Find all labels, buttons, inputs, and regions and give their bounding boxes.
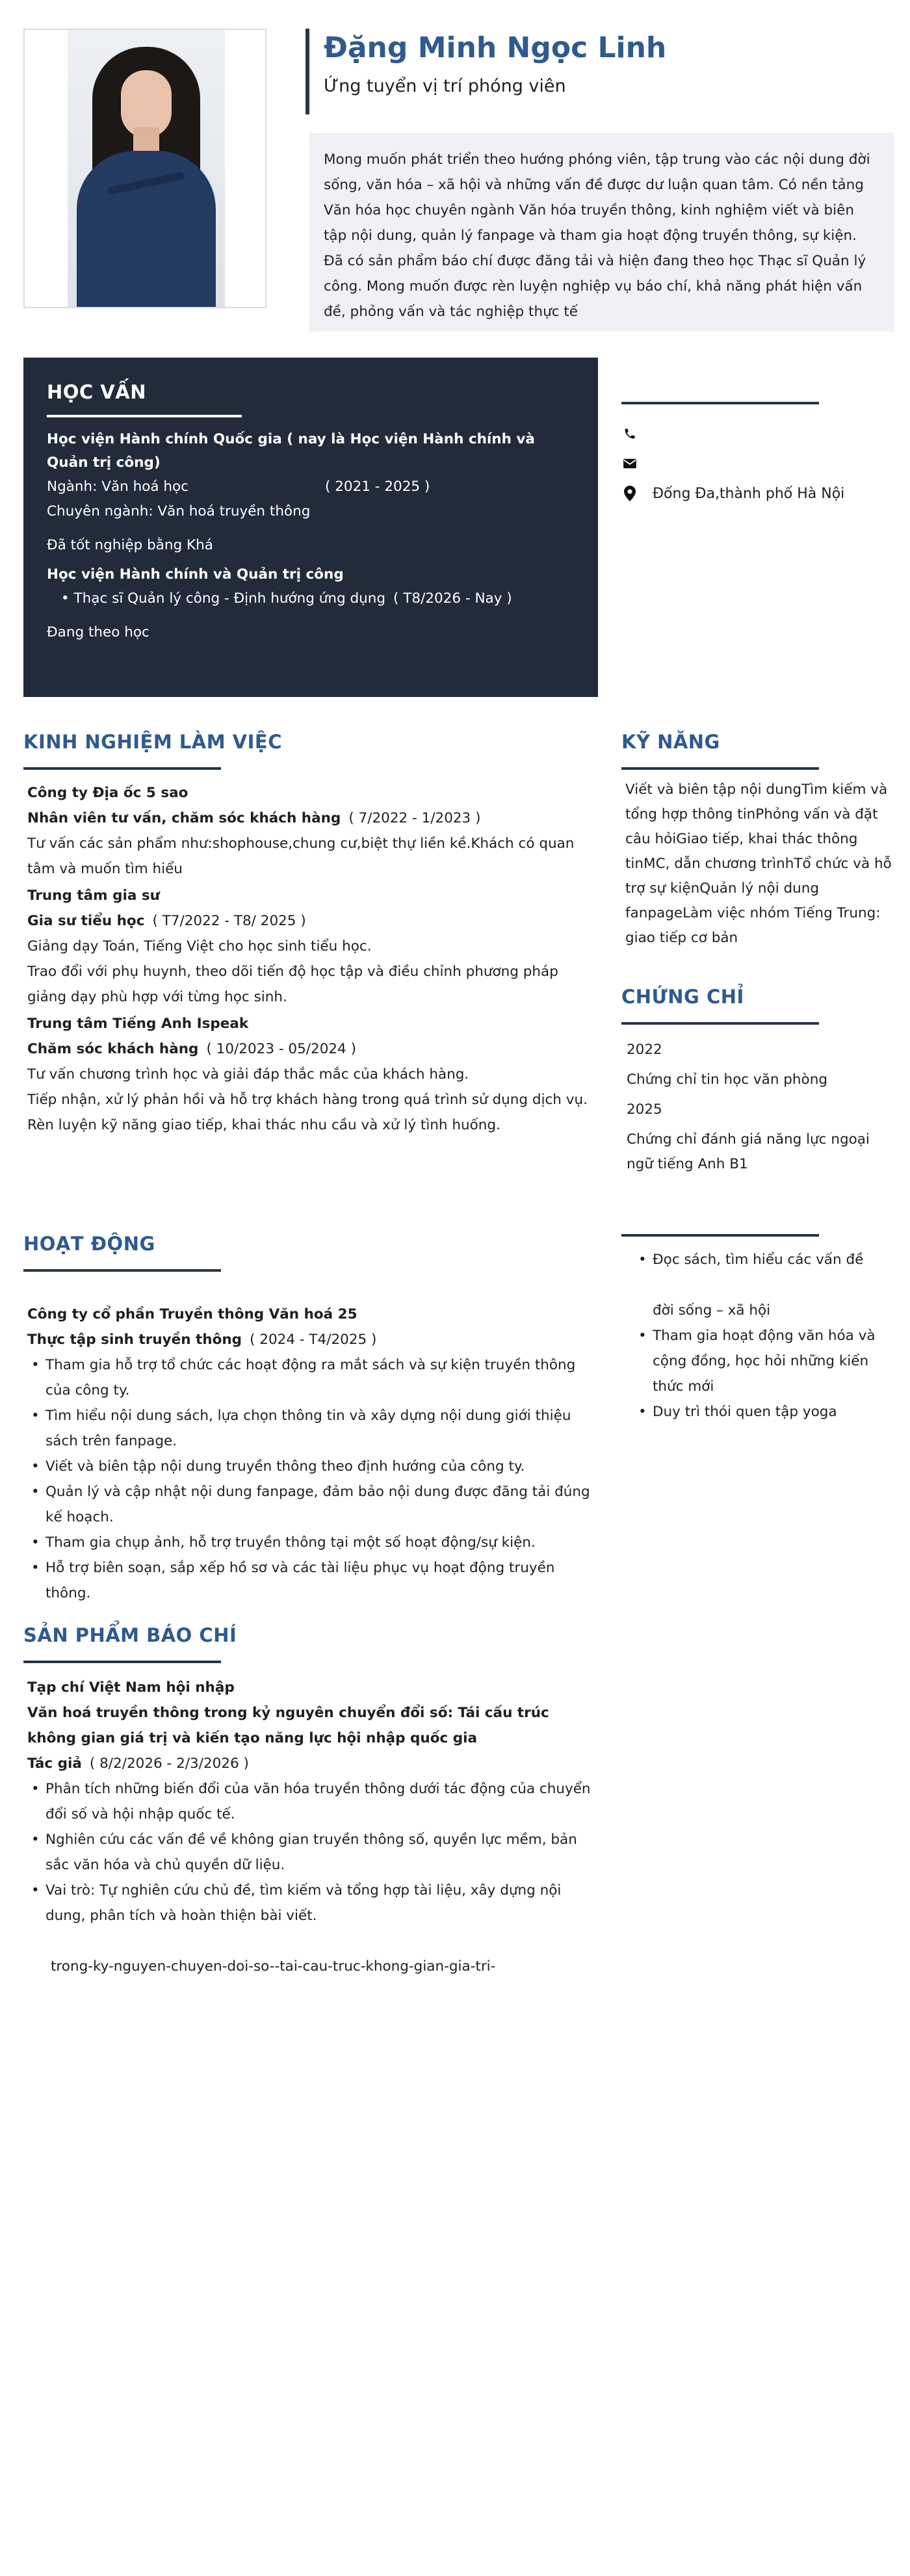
education-divider [47,415,242,417]
school-name: Học viện Hành chính Quốc gia ( nay là Học viện Hành chính và Quản trị công) [47,431,535,471]
hobby-item [634,1247,894,1323]
education-graduation: Đã tốt nghiệp bằng Khá [47,537,213,553]
experience-list [27,780,599,1138]
certificates-title: CHỨNG CHỈ [621,986,744,1008]
job-date: ( 10/2023 - 05/2024 ) [206,1041,356,1057]
phone-icon [621,425,638,442]
hobby-text: Duy trì thói quen tập yoga [653,1404,837,1420]
applied-position: Ứng tuyển vị trí phóng viên [324,76,566,96]
certificate-name: Chứng chỉ đánh giá năng lực ngoại ngữ tiếng Anh B1 [627,1131,870,1172]
job-role: Nhân viên tư vấn, chăm sóc khách hàng [27,810,341,826]
activities-title: HOẠT ĐỘNG [23,1233,155,1255]
name-block [306,29,890,114]
publication-item: • Nghiên cứu các vấn đề về không gian truyền thông số, quyền lực mềm, bản sắc văn hóa và chủ quyền dữ liệu. [27,1827,593,1878]
publication-magazine: Tạp chí Việt Nam hội nhập [27,1679,235,1696]
activity-item: • Tìm hiểu nội dung sách, lựa chọn thông tin và xây dựng nội dung giới thiệu sách trên fanpage. [27,1403,593,1454]
education-title: HỌC VẤN [47,381,146,403]
contact-address [621,484,844,503]
school-name: Học viện Hành chính và Quản trị công [47,566,344,583]
hobby-item [634,1399,894,1425]
hobby-text: Tham gia hoạt động văn hóa và cộng đồng, học hỏi những kiến thức mới [653,1328,876,1395]
job-role: Gia sư tiểu học [27,913,145,929]
job-description: Tiếp nhận, xử lý phản hồi và hỗ trợ khách hàng trong quá trình sử dụng dịch vụ. [27,1092,588,1108]
activity-date: ( 2024 - T4/2025 ) [250,1332,377,1348]
certificates-divider [621,1022,819,1025]
education-degree-row: • Thạc sĩ Quản lý công - Định hướng ứng dụng ( T8/2026 - Nay ) [47,586,575,611]
activity-items [27,1352,593,1606]
activity-item: • Tham gia hỗ trợ tổ chức các hoạt động ra mắt sách và sự kiện truyền thông của công ty. [27,1352,593,1403]
profile-photo-frame [23,29,266,308]
certificate-year: 2022 [627,1042,662,1058]
publication-item: • Phân tích những biến đổi của văn hóa truyền thông dưới tác động của chuyển đổi số và hội nhập quốc tế. [27,1776,593,1827]
experience-title: KINH NGHIỆM LÀM VIỆC [23,731,283,753]
job-date: ( T7/2022 - T8/ 2025 ) [152,913,306,929]
publication-article-title: Văn hoá truyền thông trong kỷ nguyên chuyển đổi số: Tái cấu trúc không gian giá trị và kiến tạo năng lực hội nhập quốc gia [27,1705,549,1746]
activity-role: Thực tập sinh truyền thông [27,1332,242,1348]
job-role-row [27,806,599,831]
job-description: Rèn luyện kỹ năng giao tiếp, khai thác nhu cầu và xử lý tình huống. [27,1117,500,1133]
certificate-name: Chứng chỉ tin học văn phòng [627,1071,827,1088]
address-value: Đống Đa,thành phố Hà Nội [653,485,845,502]
activity-role-row [27,1327,593,1352]
education-degree: Thạc sĩ Quản lý công - Định hướng ứng dụng [73,590,386,607]
education-section [23,358,598,697]
skills-title: KỸ NĂNG [621,731,720,753]
education-date: ( 2021 - 2025 ) [325,479,430,495]
publications-title: SẢN PHẨM BÁO CHÍ [23,1624,237,1646]
candidate-name: Đặng Minh Ngọc Linh [324,31,667,64]
job-company: Trung tâm gia sư [27,887,160,904]
hobby-item [634,1323,894,1399]
activities-divider [23,1269,221,1272]
job-role: Chăm sóc khách hàng [27,1041,199,1057]
certificates-list [627,1038,893,1177]
map-pin-icon [621,485,638,502]
hobbies-list [634,1247,894,1425]
job-company: Công ty Địa ốc 5 sao [27,785,188,801]
education-major: Ngành: Văn hoá học [47,479,188,495]
activity-item: • Viết và biên tập nội dung truyền thông theo định hướng của công ty. [27,1454,593,1479]
education-major-row [47,475,575,499]
skills-divider [621,767,819,770]
activities-list [27,1302,593,1606]
education-status: Đang theo học [47,624,150,640]
envelope-icon [621,455,638,472]
education-specialization: Chuyên ngành: Văn hoá truyền thông [47,503,311,519]
job-description: Giảng dạy Toán, Tiếng Việt cho học sinh tiểu học. [27,938,372,954]
job-role-row [27,1036,599,1062]
activity-company: Công ty cổ phần Truyền thông Văn hoá 25 [27,1306,358,1322]
activity-item: • Quản lý và cập nhật nội dung fanpage, đảm bảo nội dung được đăng tải đúng kế hoạch. [27,1479,593,1530]
hobby-text: Đọc sách, tìm hiểu các vấn đề đời sống – xã hội [653,1252,864,1319]
skills-text: Viết và biên tập nội dungTìm kiếm và tổng hợp thông tinPhỏng vấn và đặt câu hỏiGiao tiếp, khai thác thông tinMC, dẫn chương trìnhTổ chức và hỗ trợ sự kiệnQuản lý nội dung fanpageLàm việc nhóm Tiếng Trung: giao tiếp cơ bản [625,782,892,946]
job-description: Tư vấn các sản phẩm như:shophouse,chung cư,biệt thự liền kề.Khách có quan tâm và muốn tìm hiểu [27,835,575,877]
hobbies-divider [621,1234,819,1237]
contact-phone [621,424,653,443]
job-description: Trao đổi với phụ huynh, theo dõi tiến độ học tập và điều chỉnh phương pháp giảng dạy phù hợp với từng học sinh. [27,964,558,1005]
job-date: ( 7/2022 - 1/2023 ) [348,810,481,826]
publication-item: • Vai trò: Tự nghiên cứu chủ đề, tìm kiếm và tổng hợp tài liệu, xây dựng nội dung, phân tích và hoàn thiện bài viết. [27,1878,593,1928]
activity-item: • Tham gia chụp ảnh, hỗ trợ truyền thông tại một số hoạt động/sự kiện. [27,1530,593,1555]
contact-email [621,454,653,473]
publication-link[interactable]: trong-ky-nguyen-chuyen-doi-so--tai-cau-truc-khong-gian-gia-tri- [51,1958,496,1975]
publication-items [27,1776,593,1928]
job-description: Tư vấn chương trình học và giải đáp thắc mắc của khách hàng. [27,1066,469,1083]
education-date: ( T8/2026 - Nay ) [393,590,512,607]
experience-divider [23,767,221,770]
contact-divider [621,402,819,404]
certificate-year: 2025 [627,1101,662,1118]
career-summary: Mong muốn phát triển theo hướng phóng viên, tập trung vào các nội dung đời sống, văn hóa – xã hội và những vấn đề được dư luận quan tâm. Có nền tảng Văn hóa học chuyên ngành Văn hóa truyền thông, kinh nghiệm viết và biên tập nội dung, quản lý fanpage và tham gia hoạt động truyền thông, sự kiện. Đã có sản phẩm báo chí được đăng tải và hiện đang theo học Thạc sĩ Quản lý công. Mong muốn được rèn luyện nghiệp vụ báo chí, khả năng phát hiện vấn đề, phỏng vấn và tác nghiệp thực tế [309,133,894,332]
job-role-row [27,908,599,934]
profile-photo [68,30,225,307]
publication-role: Tác giả [27,1755,82,1772]
publication-date: ( 8/2/2026 - 2/3/2026 ) [89,1755,249,1772]
publication-role-row [27,1751,593,1776]
job-company: Trung tâm Tiếng Anh Ispeak [27,1016,249,1032]
publications-divider [23,1661,221,1663]
publications-list [27,1675,593,1979]
activity-item: • Hỗ trợ biên soạn, sắp xếp hồ sơ và các tài liệu phục vụ hoạt động truyền thông. [27,1555,593,1606]
